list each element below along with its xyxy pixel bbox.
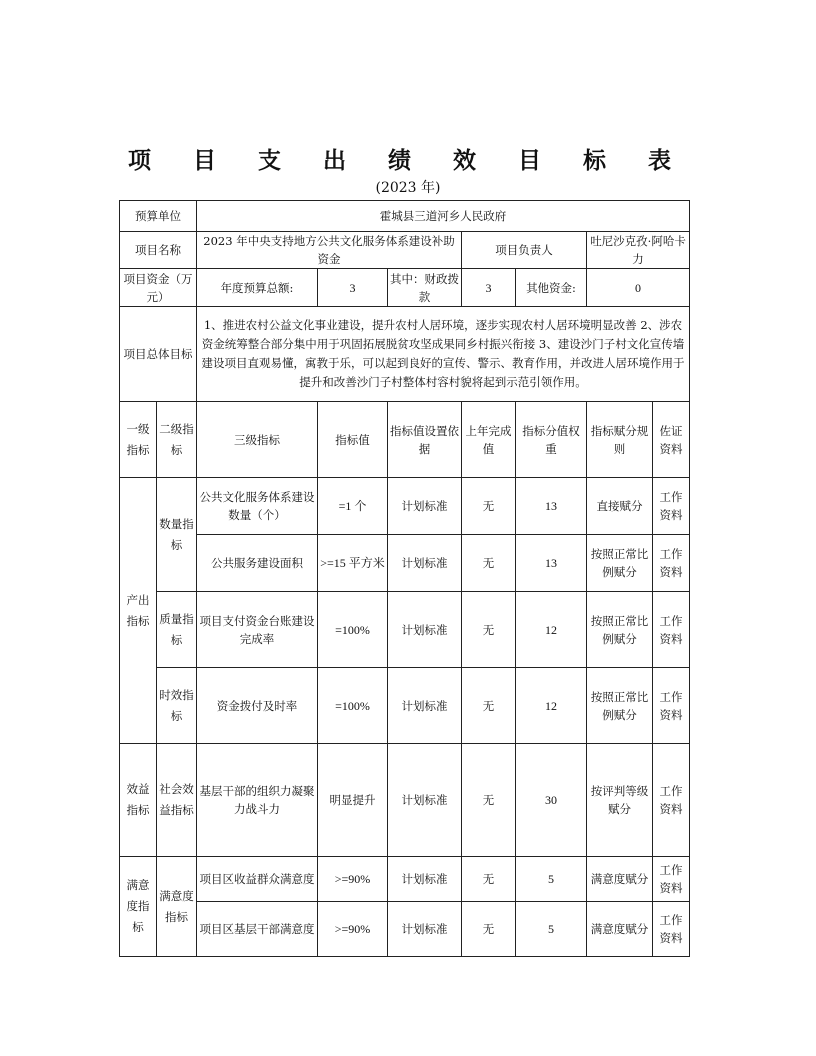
table-row [120, 744, 690, 857]
overall-goal-text: 1、推进农村公益文化事业建设，提升农村人居环境，逐步实现农村人居环境明显改善 2、涉农资金统筹整合部分集中用于巩固拓展脱贫攻坚成果同乡村振兴衔接 3、建设沙门子村文化宣传墙建设项目直观易懂，寓教于乐，可以起到良好的宣传、警示、教育作用，并改进人居环境作用于提升和改善沙门子村整体村容村貌将起到示范引领作用。 [197, 307, 690, 402]
level2-quantity: 数量指标 [157, 478, 197, 592]
level2-quality: 质量指标 [157, 592, 197, 668]
page-subtitle-year: (2023 年) [375, 180, 441, 196]
indicator-scoring: 按照正常比例赋分 [587, 592, 653, 668]
header-scoring: 指标赋分规则 [587, 402, 653, 478]
indicator-scoring: 满意度赋分 [587, 857, 653, 902]
project-name-label: 项目名称 [120, 232, 197, 269]
indicator-last-year: 无 [462, 902, 516, 957]
indicator-weight: 12 [516, 592, 587, 668]
indicator-value: >=90% [318, 857, 388, 902]
indicator-scoring: 满意度赋分 [587, 902, 653, 957]
indicator-basis: 计划标准 [388, 902, 462, 957]
indicator-weight: 13 [516, 535, 587, 592]
indicator-last-year: 无 [462, 744, 516, 857]
indicator-evidence: 工作资料 [653, 744, 690, 857]
project-name-row [120, 232, 690, 269]
indicator-scoring: 按照正常比例赋分 [587, 668, 653, 744]
indicator-value: >=15 平方米 [318, 535, 388, 592]
indicator-basis: 计划标准 [388, 668, 462, 744]
header-level3: 三级指标 [197, 402, 318, 478]
indicator-basis: 计划标准 [388, 857, 462, 902]
table-row [120, 902, 690, 957]
table-row [120, 478, 690, 535]
indicator-name: 项目区收益群众满意度 [197, 857, 318, 902]
budget-unit-value: 霍城县三道河乡人民政府 [197, 201, 690, 232]
header-evidence: 佐证资料 [653, 402, 690, 478]
indicator-weight: 30 [516, 744, 587, 857]
level2-social-benefit: 社会效益指标 [157, 744, 197, 857]
indicator-evidence: 工作资料 [653, 668, 690, 744]
budget-unit-label: 预算单位 [120, 201, 197, 232]
indicator-scoring: 按评判等级赋分 [587, 744, 653, 857]
indicator-weight: 5 [516, 902, 587, 957]
indicator-value: =100% [318, 668, 388, 744]
indicator-last-year: 无 [462, 668, 516, 744]
page-title: 项 目 支 出 绩 效 目 标 表 [127, 147, 689, 174]
indicator-weight: 5 [516, 857, 587, 902]
indicator-value: 明显提升 [318, 744, 388, 857]
indicator-weight: 12 [516, 668, 587, 744]
header-basis: 指标值设置依据 [388, 402, 462, 478]
table-row [120, 535, 690, 592]
indicator-name: 基层干部的组织力凝聚力战斗力 [197, 744, 318, 857]
funds-label: 项目资金（万元） [120, 269, 197, 307]
annual-budget-label: 年度预算总额: [197, 269, 318, 307]
level1-satisfaction: 满意度指标 [120, 857, 157, 957]
other-funds-value: 0 [587, 269, 690, 307]
overall-goal-label: 项目总体目标 [120, 307, 197, 402]
performance-target-table [119, 200, 690, 957]
indicator-evidence: 工作资料 [653, 478, 690, 535]
indicator-evidence: 工作资料 [653, 902, 690, 957]
header-last-year: 上年完成值 [462, 402, 516, 478]
level1-benefit: 效益指标 [120, 744, 157, 857]
indicator-name: 资金拨付及时率 [197, 668, 318, 744]
indicator-last-year: 无 [462, 857, 516, 902]
indicator-value: >=90% [318, 902, 388, 957]
level1-output: 产出指标 [120, 478, 157, 744]
indicator-scoring: 直接赋分 [587, 478, 653, 535]
fiscal-label: 其中：财政拨款 [388, 269, 462, 307]
indicator-scoring: 按照正常比例赋分 [587, 535, 653, 592]
other-funds-label: 其他资金: [516, 269, 587, 307]
indicator-name: 项目区基层干部满意度 [197, 902, 318, 957]
indicator-name: 公共服务建设面积 [197, 535, 318, 592]
fiscal-value: 3 [462, 269, 516, 307]
indicator-last-year: 无 [462, 535, 516, 592]
project-name-value: 2023 年中央支持地方公共文化服务体系建设补助资金 [197, 232, 462, 269]
indicator-value: =1 个 [318, 478, 388, 535]
indicator-basis: 计划标准 [388, 744, 462, 857]
indicator-evidence: 工作资料 [653, 535, 690, 592]
annual-budget-value: 3 [318, 269, 388, 307]
table-row [120, 857, 690, 902]
table-row [120, 592, 690, 668]
header-row [120, 402, 690, 478]
indicator-name: 项目支付资金台账建设完成率 [197, 592, 318, 668]
header-level1: 一级指标 [120, 402, 157, 478]
indicator-evidence: 工作资料 [653, 592, 690, 668]
indicator-last-year: 无 [462, 478, 516, 535]
header-value: 指标值 [318, 402, 388, 478]
budget-unit-row [120, 201, 690, 232]
level2-satisfaction: 满意度指标 [157, 857, 197, 957]
indicator-evidence: 工作资料 [653, 857, 690, 902]
indicator-basis: 计划标准 [388, 592, 462, 668]
indicator-weight: 13 [516, 478, 587, 535]
indicator-value: =100% [318, 592, 388, 668]
project-funds-row [120, 269, 690, 307]
indicator-name: 公共文化服务体系建设数量（个） [197, 478, 318, 535]
indicator-last-year: 无 [462, 592, 516, 668]
indicator-basis: 计划标准 [388, 478, 462, 535]
project-leader-value: 吐尼沙克孜·阿哈卡力 [587, 232, 690, 269]
indicator-basis: 计划标准 [388, 535, 462, 592]
level2-timeliness: 时效指标 [157, 668, 197, 744]
overall-goal-row [120, 307, 690, 402]
table-row [120, 668, 690, 744]
header-level2: 二级指标 [157, 402, 197, 478]
header-weight: 指标分值权重 [516, 402, 587, 478]
project-leader-label: 项目负责人 [462, 232, 587, 269]
